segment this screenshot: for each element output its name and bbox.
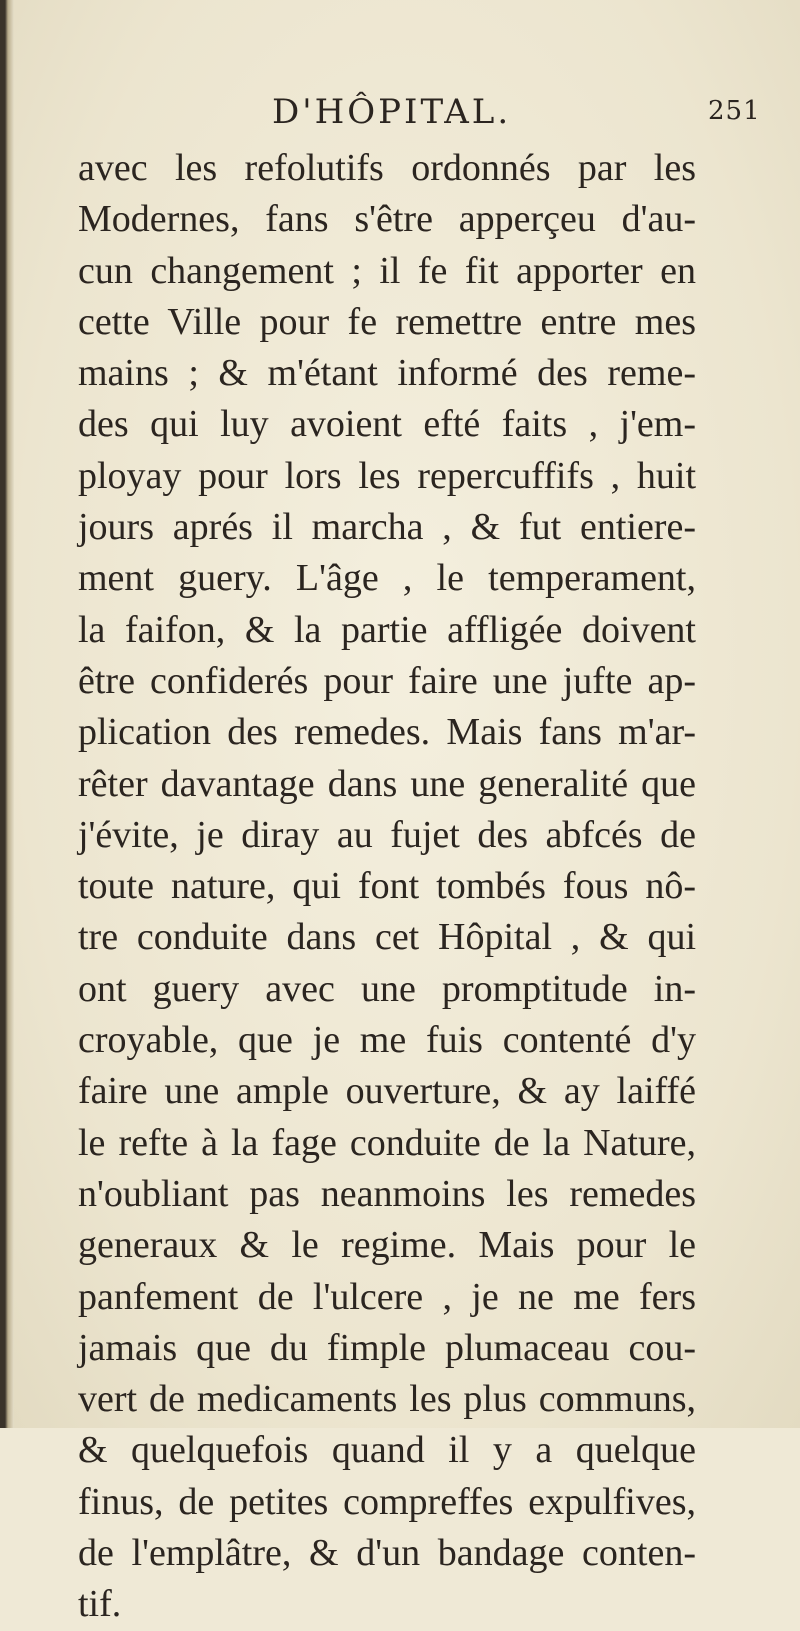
text-line: jamais que du fimple plumaceau cou- [78,1326,696,1369]
text-line: des qui luy avoient efté faits , j'em- [78,403,696,446]
text-line: le refte à la fage conduite de la Nature, [78,1121,696,1164]
book-spine-edge [0,0,14,1428]
text-line: jours aprés il marcha , & fut entiere- [78,506,696,549]
text-line: ont guery avec une promptitude in- [78,967,696,1010]
text-line: de l'emplâtre, & d'un bandage conten- [78,1532,696,1575]
text-line: croyable, que je me fuis contenté d'y [78,1019,696,1062]
text-line: plication des remedes. Mais fans m'ar- [78,711,696,754]
text-line: cun changement ; il fe fit apporter en [78,249,696,292]
text-line: & quelquefois quand il y a quelque [78,1429,696,1472]
text-line: tif. [78,1583,122,1626]
text-line: tre conduite dans cet Hôpital , & qui [78,916,696,959]
text-line: être confiderés pour faire une jufte ap- [78,659,696,702]
text-line: j'évite, je diray au fujet des abfcés de [78,813,696,856]
text-line: cette Ville pour fe remettre entre mes [78,300,696,343]
text-line: toute nature, qui font tombés fous nô- [78,865,696,908]
text-line: faire une ample ouverture, & ay laiffé [78,1070,696,1113]
running-title: D'HÔPITAL. [272,92,512,132]
text-line: n'oubliant pas neanmoins les remedes [78,1172,696,1215]
text-line: panfement de l'ulcere , je ne me fers [78,1275,696,1318]
text-line: generaux & le regime. Mais pour le [78,1224,696,1267]
page-number: 251 [708,96,761,126]
text-line: avec les refolutifs ordonnés par les [78,147,696,189]
text-line: mains ; & m'étant informé des reme- [78,352,696,395]
text-line: ployay pour lors les repercuffifs , huit [78,454,696,497]
text-line: ment guery. L'âge , le temperament, [78,557,696,600]
book-page [14,0,800,1626]
running-head [14,92,800,142]
text-line: vert de medicaments les plus communs, [78,1378,696,1421]
body-text [78,143,696,1631]
text-line: finus, de petites compreffes expulfives, [78,1480,696,1523]
text-line: Modernes, fans s'être apperçeu d'au- [78,198,696,241]
text-line: rêter davantage dans une generalité que [78,762,696,805]
text-line: la faifon, & la partie affligée doivent [78,608,696,651]
